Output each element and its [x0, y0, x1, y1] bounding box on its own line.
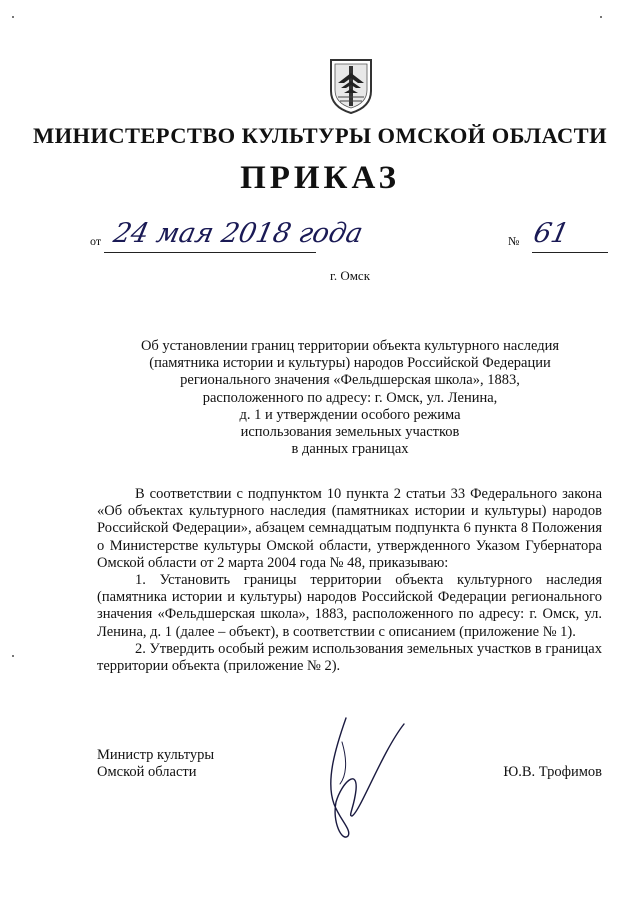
heading-line: д. 1 и утверждении особого режима — [239, 406, 461, 423]
ministry-title: МИНИСТЕРСТВО КУЛЬТУРЫ ОМСКОЙ ОБЛАСТИ — [33, 123, 607, 148]
scan-speck — [12, 655, 14, 657]
heading-line: в данных границах — [291, 441, 409, 458]
date-underline — [104, 252, 316, 253]
signer-position-line: Омской области — [97, 764, 197, 780]
order-heading — [100, 338, 600, 458]
city-label: г. Омск — [329, 268, 371, 283]
scan-speck — [600, 16, 602, 18]
coat-of-arms-emblem — [328, 57, 374, 115]
heading-line: (памятника истории и культуры) народов Российской Федерации — [149, 355, 551, 372]
heading-line: регионального значения «Фельдшерская школа», 1883, — [180, 372, 520, 389]
handwritten-number: 61 — [530, 218, 572, 249]
clause-2-paragraph: 2. Утвердить особый режим использования земельных участков в границах территории объекта (приложение № 2). — [97, 640, 602, 675]
preamble-paragraph: В соответствии с подпунктом 10 пункта 2 статьи 33 Федерального закона «Об объектах культурного наследия (памятниках истории и культуры) народов Российской Федерации», абзацем семнадцатым подпункта 6 пункта 8 Положения о Министерстве культуры Омской области, утвержденного Указом Губернатора Омской области от 2 марта 2004 года № 48, приказываю: — [97, 486, 602, 571]
handwritten-signature — [312, 712, 412, 842]
signer-position-line: Министр культуры — [97, 747, 215, 763]
clause-1-paragraph: 1. Установить границы территории объекта культурного наследия (памятника истории и культуры) народов Российской Федерации регионального значения «Фельдшерская школа», 1883, расположенного по адресу: г. Омск, ул. Ленина, д. 1 (далее – объект), в соответствии с описанием (приложение № 1). — [97, 572, 602, 640]
heading-line: Об установлении границ территории объекта культурного наследия — [140, 338, 560, 354]
order-body — [97, 486, 602, 675]
handwritten-date: 24 мая 2018 года — [110, 218, 366, 249]
signer-name: Ю.В. Трофимов — [503, 764, 602, 780]
heading-line: расположенного по адресу: г. Омск, ул. Ленина, — [202, 389, 498, 406]
number-underline — [532, 252, 608, 253]
heading-line: использования земельных участков — [240, 424, 460, 441]
scan-speck — [12, 16, 14, 18]
number-label: № — [508, 234, 520, 248]
document-type-title: ПРИКАЗ — [240, 160, 400, 196]
date-label: от — [90, 234, 102, 248]
signer-position — [97, 747, 214, 781]
